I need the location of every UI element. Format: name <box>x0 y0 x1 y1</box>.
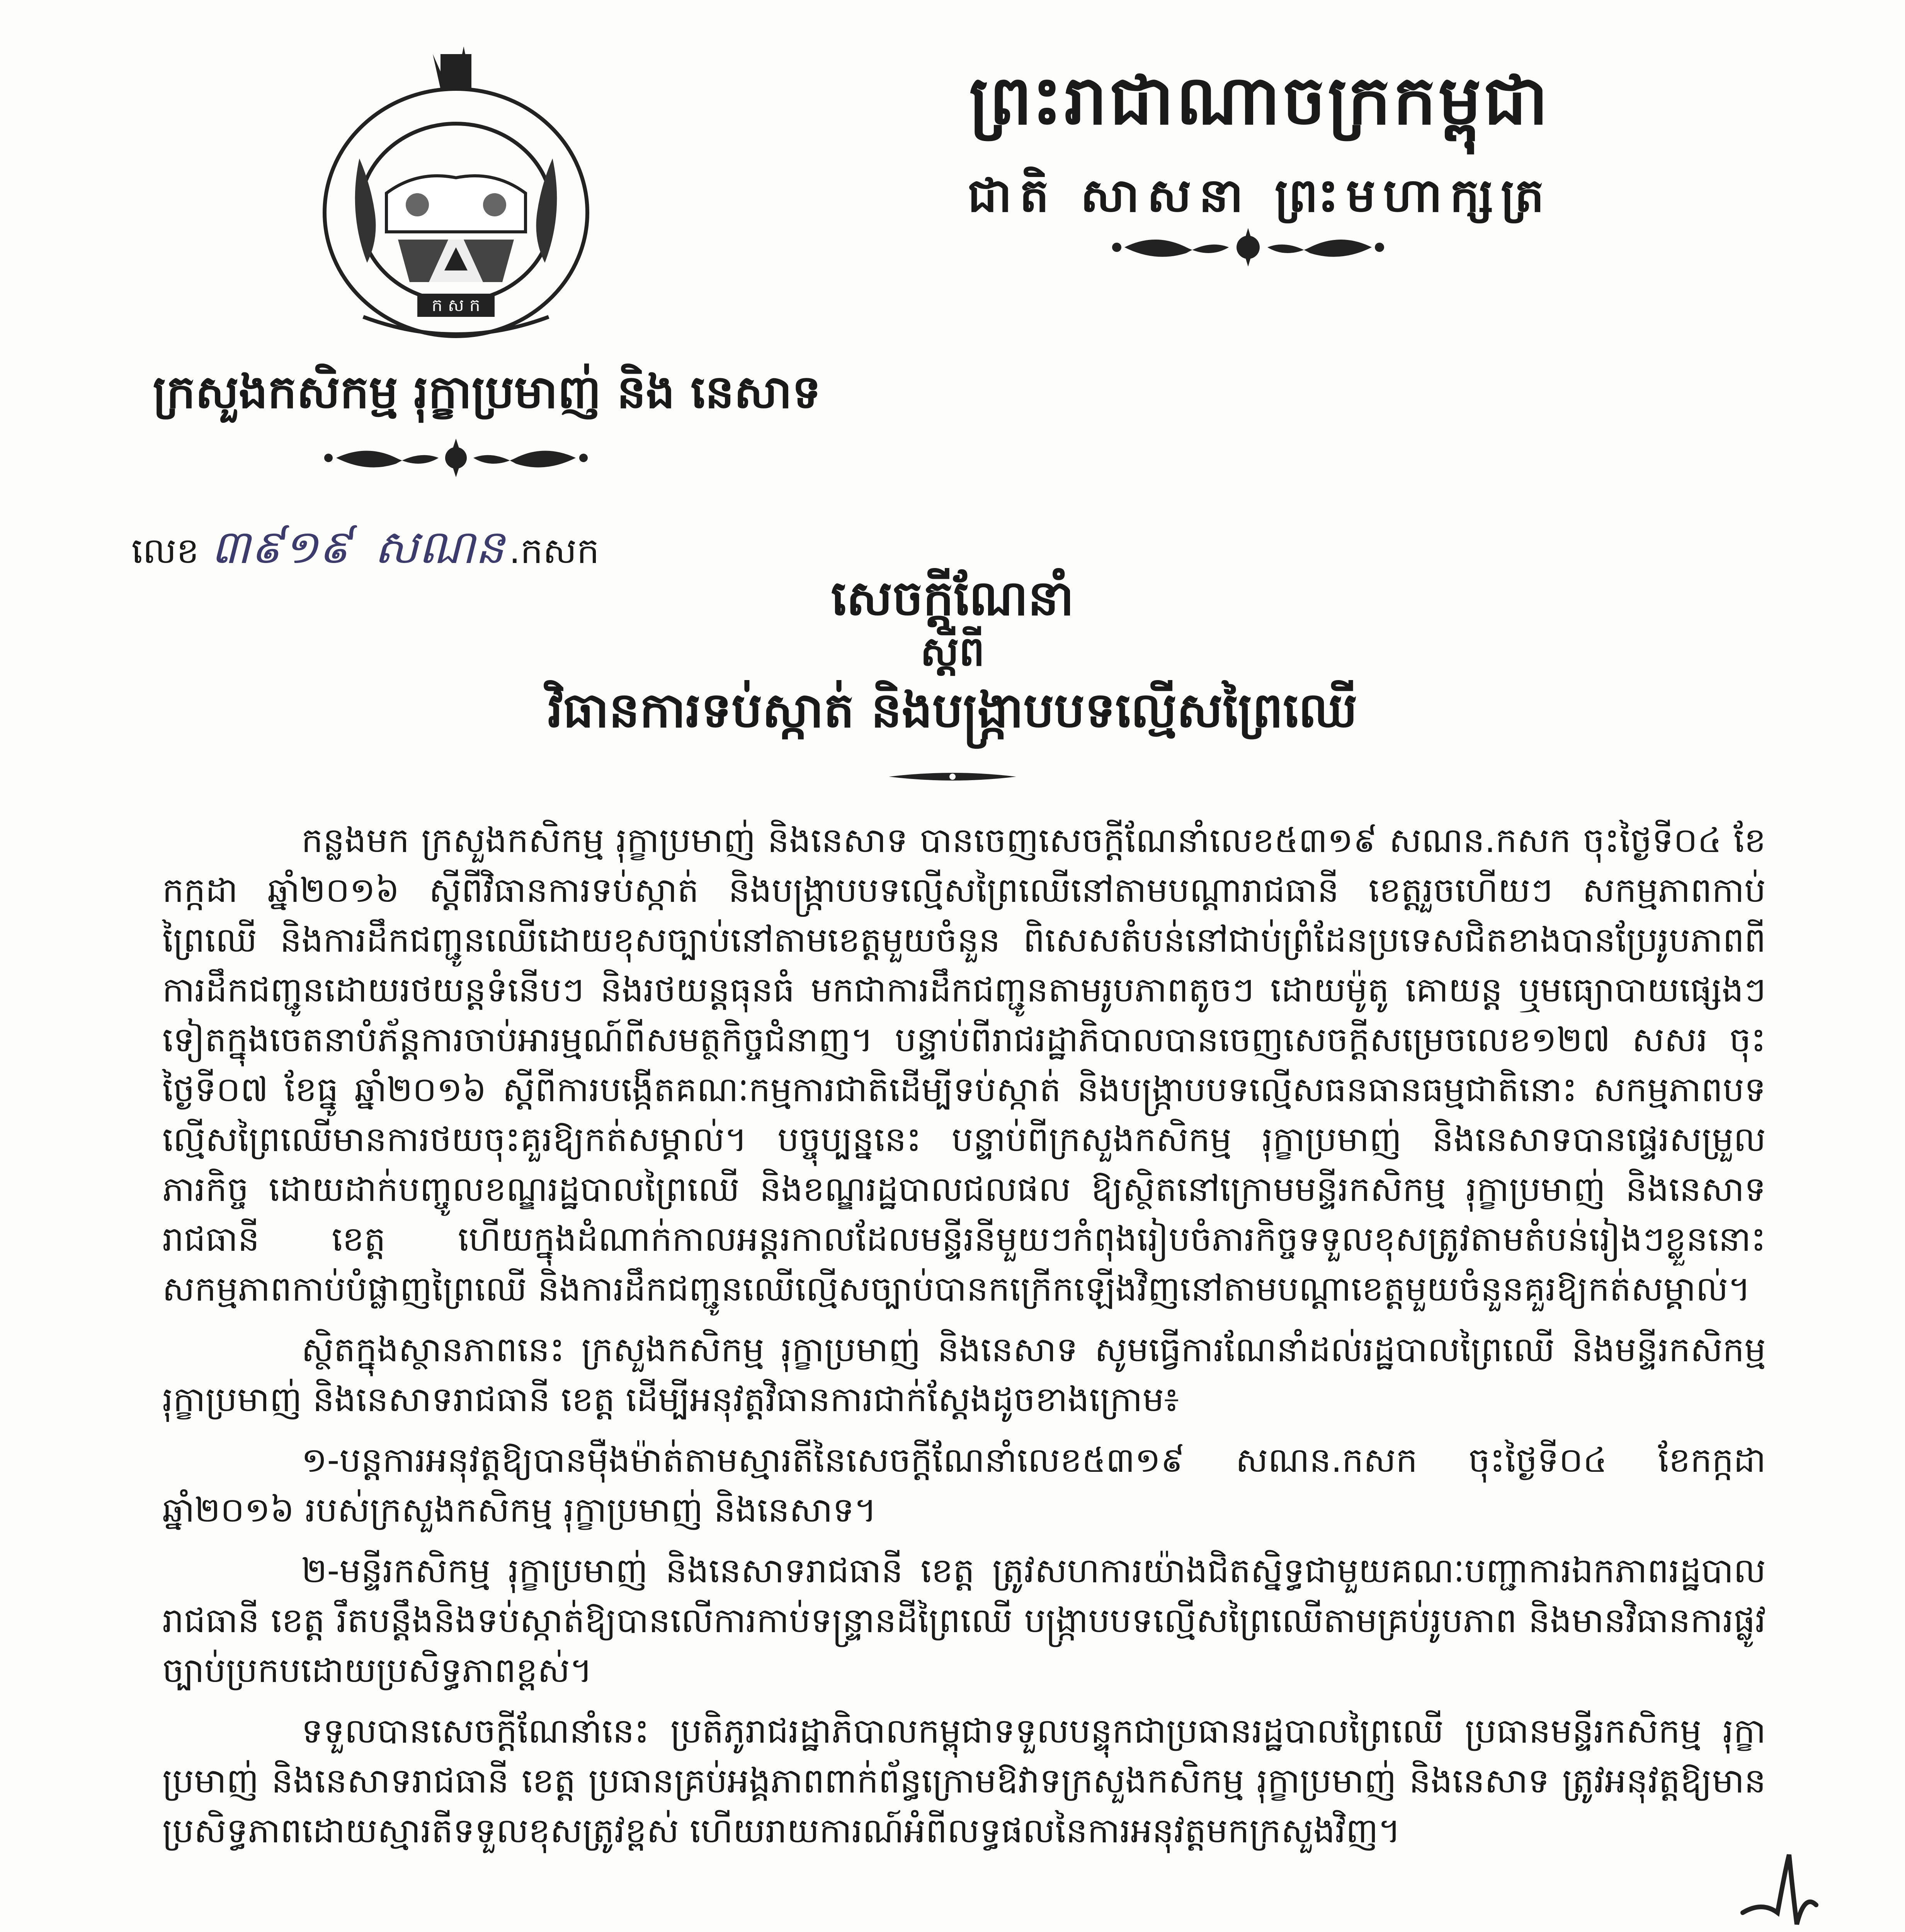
document-title-about: ស្ដីពី <box>920 628 985 675</box>
reference-label: លេខ <box>131 530 199 571</box>
ministry-header: ក្រសួងកសិកម្ម រុក្ខាប្រមាញ់ និង នេសាទ <box>153 365 821 418</box>
handwritten-initial-icon <box>1731 1847 1824 1932</box>
document-body <box>162 815 1766 1866</box>
body-paragraph: ២-មន្ទីរកសិកម្ម រុក្ខាប្រមាញ់ និងនេសាទរាជធានី ខេត្ត ត្រូវសហការយ៉ាងជិតស្និទ្ធជាមួយគណៈបញ្ជាការឯកភាពរដ្ឋបាលរាជធានី ខេត្ត រឹតបន្តឹងនិងទប់ស្កាត់ឱ្យបានលើការកាប់ទន្ទ្រានដីព្រៃឈើ បង្ក្រាបបទល្មើសព្រៃឈើតាមគ្រប់រូបភាព និងមានវិធានការផ្លូវច្បាប់ប្រកបដោយប្រសិទ្ធភាពខ្ពស់។ <box>162 1551 1766 1690</box>
reference-handwritten-number: ៣៩១៩ <box>211 520 351 574</box>
reference-handwritten-office: សណន <box>374 520 505 574</box>
reference-suffix: .កសក <box>509 530 600 571</box>
document-subject: វិធានការទប់ស្កាត់ និងបង្ក្រាបបទល្មើសព្រៃឈើ <box>548 682 1357 738</box>
body-paragraph: ស្ថិតក្នុងស្ថានភាពនេះ ក្រសួងកសិកម្ម រុក្ខាប្រមាញ់ និងនេសាទ សូមធ្វើការណែនាំដល់រដ្ឋបាលព្រៃឈើ និងមន្ទីរកសិកម្ម រុក្ខាប្រមាញ់ និងនេសាទរាជធានី ខេត្ត ដើម្បីអនុវត្តវិធានការជាក់ស្ដែងដូចខាងក្រោម៖ <box>162 1330 1766 1419</box>
ornament-divider-icon <box>309 437 603 479</box>
body-paragraph: កន្លងមក ក្រសួងកសិកម្ម រុក្ខាប្រមាញ់ និងនេសាទ បានចេញសេចក្ដីណែនាំលេខ៥៣១៩ សណន.កសក ចុះថ្ងៃទី០៤ ខែកក្កដា ឆ្នាំ២០១៦ ស្ដីពីវិធានការទប់ស្កាត់ និងបង្ក្រាបបទល្មើសព្រៃឈើនៅតាមបណ្ដារាជធានី ខេត្តរួចហើយៗ សកម្មភាពកាប់ព្រៃឈើ និងការដឹកជញ្ជូនឈើដោយខុសច្បាប់នៅតាមខេត្តមួយចំនួន ពិសេសតំបន់នៅជាប់ព្រំដែនប្រទេសជិតខាងបានប្រែរូបភាពពីការដឹកជញ្ជូនដោយរថយន្តទំនើបៗ និងរថយន្តធុនធំ មកជាការដឹកជញ្ជូនតាមរូបភាពតូចៗ ដោយម៉ូតូ គោយន្ត ឬមធ្យោបាយផ្សេងៗទៀតក្នុងចេតនាបំភ័ន្តការចាប់អារម្មណ៍ពីសមត្ថកិច្ចជំនាញ។ បន្ទាប់ពីរាជរដ្ឋាភិបាលបានចេញសេចក្ដីសម្រេចលេខ១២៧ សសរ ចុះថ្ងៃទី០៧ ខែធ្នូ ឆ្នាំ២០១៦ ស្ដីពីការបង្កើតគណៈកម្មការជាតិដើម្បីទប់ស្កាត់ និងបង្ក្រាបបទល្មើសធនធានធម្មជាតិនោះ សកម្មភាពបទល្មើសព្រៃឈើមានការថយចុះគួរឱ្យកត់សម្គាល់។ បច្ចុប្បន្ននេះ បន្ទាប់ពីក្រសួងកសិកម្ម រុក្ខាប្រមាញ់ និងនេសាទបានផ្ទេរសម្រួលភារកិច្ច ដោយដាក់បញ្ចូលខណ្ឌរដ្ឋបាលព្រៃឈើ និងខណ្ឌរដ្ឋបាលជលផល ឱ្យស្ថិតនៅក្រោមមន្ទីរកសិកម្ម រុក្ខាប្រមាញ់ និងនេសាទ រាជធានី ខេត្ត ហើយក្នុងដំណាក់កាលអន្តរកាលដែលមន្ទីរនីមួយៗកំពុងរៀបចំភារកិច្ចទទួលខុសត្រូវតាមតំបន់រៀងៗខ្លួននោះ សកម្មភាពកាប់បំផ្លាញព្រៃឈើ និងការដឹកជញ្ជូនឈើល្មើសច្បាប់បានកក្រើកឡើងវិញនៅតាមបណ្ដាខេត្តមួយចំនួនគួរឱ្យកត់សម្គាល់។ <box>162 820 1766 1309</box>
title-divider-icon <box>889 769 1016 784</box>
svg-text:ក ស ក: ក ស ក <box>432 296 480 315</box>
ministry-emblem-icon <box>301 31 611 352</box>
body-paragraph: ១-បន្តការអនុវត្តឱ្យបានម៉ឺងម៉ាត់តាមស្មារតីនៃសេចក្ដីណែនាំលេខ៥៣១៩ សណន.កសក ចុះថ្ងៃទី០៤ ខែកក្កដា ឆ្នាំ២០១៦ របស់ក្រសួងកសិកម្ម រុក្ខាប្រមាញ់ និងនេសាទ។ <box>162 1440 1766 1530</box>
ornament-divider-icon <box>1094 224 1403 270</box>
kingdom-title: ព្រះរាជាណាចក្រកម្ពុជា <box>969 61 1551 140</box>
body-paragraph: ទទួលបានសេចក្ដីណែនាំនេះ ប្រតិភូរាជរដ្ឋាភិបាលកម្ពុជាទទួលបន្ទុកជាប្រធានរដ្ឋបាលព្រៃឈើ ប្រធានមន្ទីរកសិកម្ម រុក្ខាប្រមាញ់ និងនេសាទរាជធានី ខេត្ត ប្រធានគ្រប់អង្គភាពពាក់ព័ន្ធក្រោមឱវាទក្រសួងកសិកម្ម រុក្ខាប្រមាញ់ និងនេសាទ ត្រូវអនុវត្តឱ្យមានប្រសិទ្ធភាពដោយស្មារតីទទួលខុសត្រូវខ្ពស់ ហើយរាយការណ៍អំពីលទ្ធផលនៃការអនុវត្តមកក្រសួងវិញ។ <box>162 1711 1766 1850</box>
document-title: សេចក្ដីណែនាំ <box>831 570 1074 626</box>
national-motto: ជាតិ សាសនា ព្រះមហាក្សត្រ <box>968 169 1552 223</box>
